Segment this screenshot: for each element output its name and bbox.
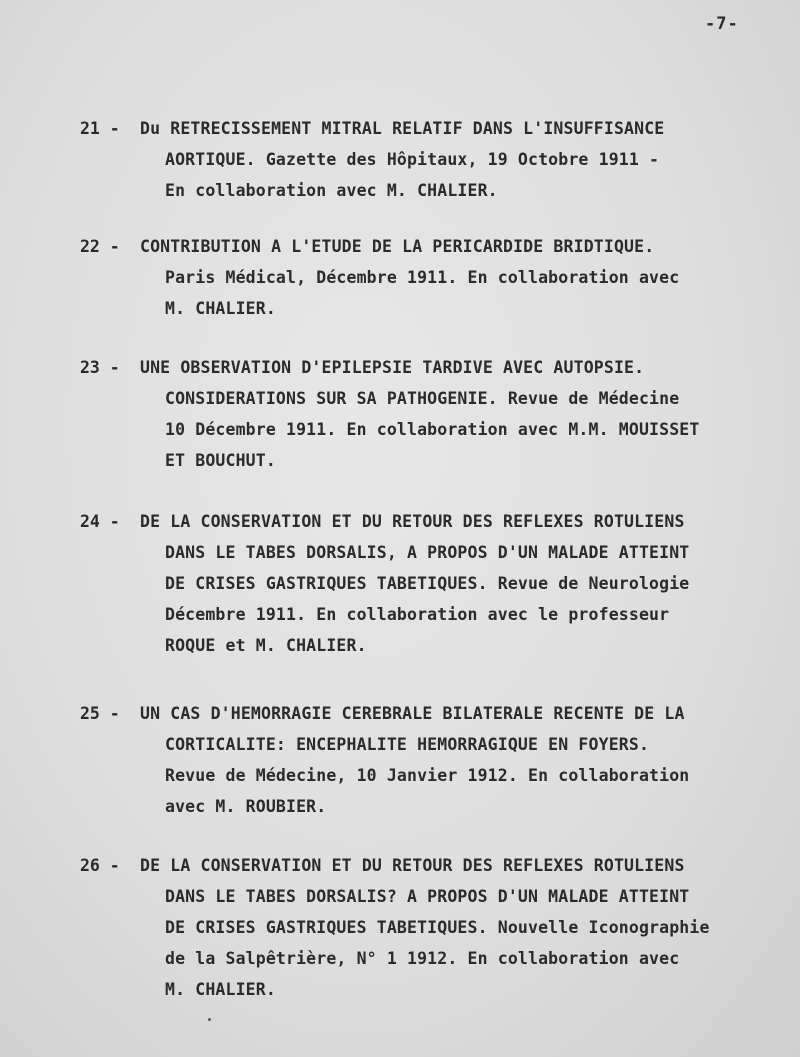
entry-line: DE CRISES GASTRIQUES TABETIQUES. Revue de Neurologie (165, 574, 690, 593)
paper-speck (208, 1018, 211, 1021)
entry-line: avec M. ROUBIER. (165, 797, 327, 816)
entry-line: M. CHALIER. (165, 299, 276, 318)
entry-line: Paris Médical, Décembre 1911. En collaboration avec (165, 268, 680, 287)
entry-line: UNE OBSERVATION D'EPILEPSIE TARDIVE AVEC AUTOPSIE. (140, 358, 645, 377)
entry-number: 21 - (80, 119, 120, 138)
entry-line: DE LA CONSERVATION ET DU RETOUR DES REFLEXES ROTULIENS (140, 856, 685, 875)
entry-line: M. CHALIER. (165, 980, 276, 999)
entry-line: DE CRISES GASTRIQUES TABETIQUES. Nouvelle Iconographie (165, 918, 710, 937)
bibliography-entry-24 (80, 506, 780, 661)
entry-number: 26 - (80, 856, 120, 875)
entry-number: 23 - (80, 358, 120, 377)
entry-number: 22 - (80, 237, 120, 256)
entry-line: Décembre 1911. En collaboration avec le professeur (165, 605, 670, 624)
entry-line: ROQUE et M. CHALIER. (165, 636, 367, 655)
entry-line: Revue de Médecine, 10 Janvier 1912. En collaboration (165, 766, 690, 785)
bibliography-entry-23 (80, 352, 780, 476)
entry-line: UN CAS D'HEMORRAGIE CEREBRALE BILATERALE RECENTE DE LA (140, 704, 685, 723)
bibliography-entry-25 (80, 698, 780, 822)
bibliography-entry-21 (80, 113, 780, 206)
entry-line: CONTRIBUTION A L'ETUDE DE LA PERICARDIDE BRIDTIQUE. (140, 237, 655, 256)
entry-line: Du RETRECISSEMENT MITRAL RELATIF DANS L'INSUFFISANCE (140, 119, 665, 138)
entry-number: 24 - (80, 512, 120, 531)
entry-line: AORTIQUE. Gazette des Hôpitaux, 19 Octobre 1911 - (165, 150, 660, 169)
entry-line: CONSIDERATIONS SUR SA PATHOGENIE. Revue de Médecine (165, 389, 680, 408)
entry-line: En collaboration avec M. CHALIER. (165, 181, 498, 200)
entry-line: ET BOUCHUT. (165, 451, 276, 470)
entry-line: DANS LE TABES DORSALIS, A PROPOS D'UN MALADE ATTEINT (165, 543, 690, 562)
bibliography-entry-22 (80, 231, 780, 324)
entry-number: 25 - (80, 704, 120, 723)
entry-line: de la Salpêtrière, N° 1 1912. En collaboration avec (165, 949, 680, 968)
bibliography-entry-26 (80, 850, 780, 1005)
entry-line: DE LA CONSERVATION ET DU RETOUR DES REFLEXES ROTULIENS (140, 512, 685, 531)
entry-line: DANS LE TABES DORSALIS? A PROPOS D'UN MALADE ATTEINT (165, 887, 690, 906)
page-number: -7- (705, 14, 739, 34)
entry-line: 10 Décembre 1911. En collaboration avec M.M. MOUISSET (165, 420, 700, 439)
entry-line: CORTICALITE: ENCEPHALITE HEMORRAGIQUE EN FOYERS. (165, 735, 650, 754)
